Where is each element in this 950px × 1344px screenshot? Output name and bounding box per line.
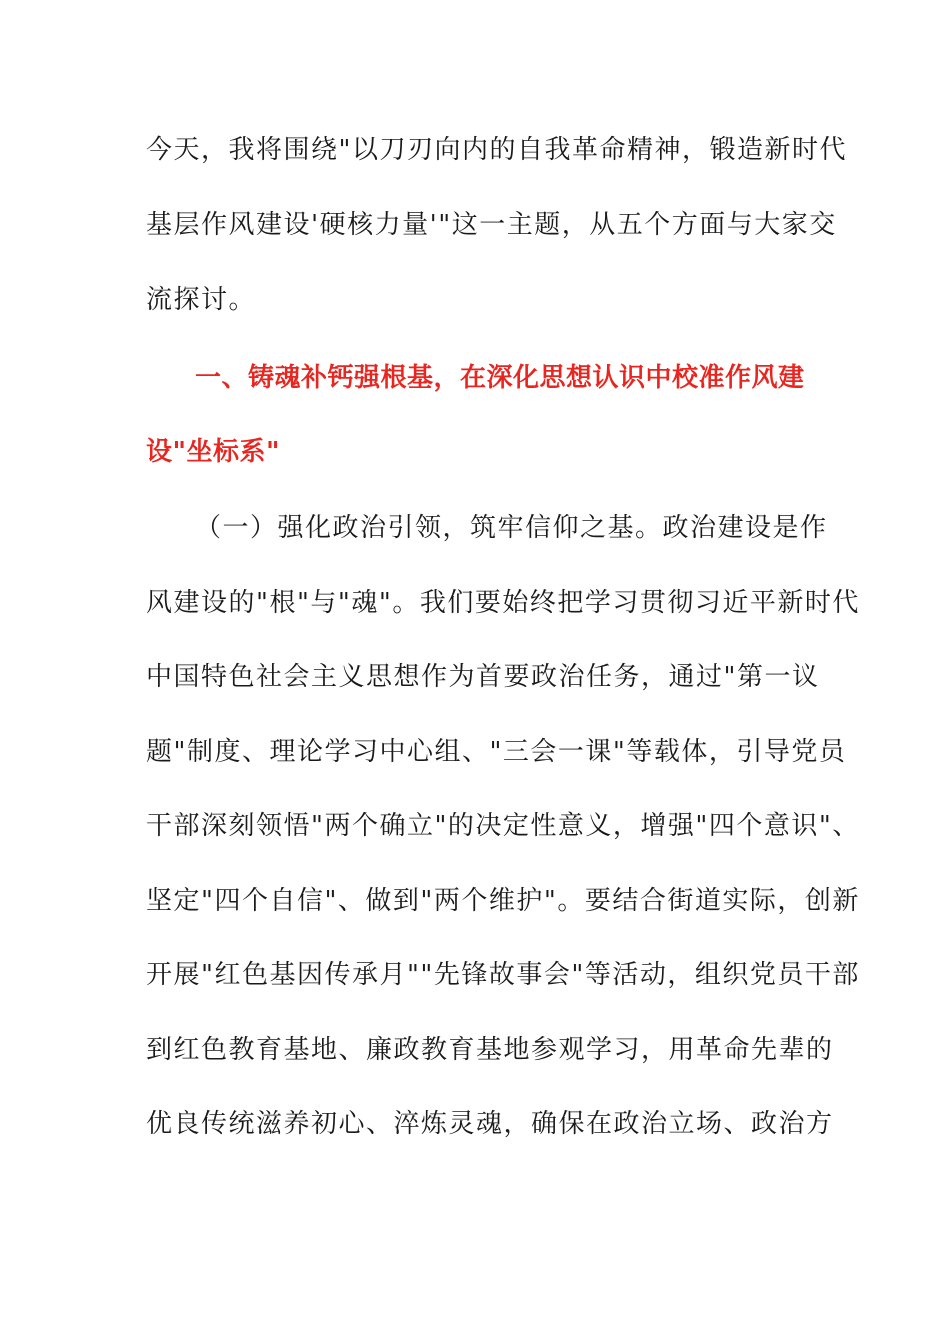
section-heading-line-1: 一、铸魂补钙强根基，在深化思想认识中校准作风建 xyxy=(195,363,805,393)
intro-line-1: 今天，我将围绕"以刀刃向内的自我革命精神，锻造新时代 xyxy=(146,135,847,165)
body-line-6: 坚定"四个自信"、做到"两个维护"。要结合街道实际，创新 xyxy=(146,886,860,916)
section-heading-line-2: 设"坐标系" xyxy=(146,437,281,467)
body-line-3: 中国特色社会主义思想作为首要政治任务，通过"第一议 xyxy=(146,662,820,692)
body-line-5: 干部深刻领悟"两个确立"的决定性意义，增强"四个意识"、 xyxy=(146,811,860,841)
body-line-2: 风建设的"根"与"魂"。我们要始终把学习贯彻习近平新时代 xyxy=(146,588,860,618)
body-line-4: 题"制度、理论学习中心组、"三会一课"等载体，引导党员 xyxy=(146,737,847,767)
body-line-1: （一）强化政治引领，筑牢信仰之基。政治建设是作 xyxy=(195,513,828,543)
body-line-8: 到红色教育基地、廉政教育基地参观学习，用革命先辈的 xyxy=(146,1035,834,1065)
body-line-7: 开展"红色基因传承月""先锋故事会"等活动，组织党员干部 xyxy=(146,960,860,990)
body-line-9: 优良传统滋养初心、淬炼灵魂，确保在政治立场、政治方 xyxy=(146,1109,834,1139)
intro-line-2: 基层作风建设'硬核力量'"这一主题，从五个方面与大家交 xyxy=(146,210,837,240)
intro-line-3: 流探讨。 xyxy=(146,285,257,315)
